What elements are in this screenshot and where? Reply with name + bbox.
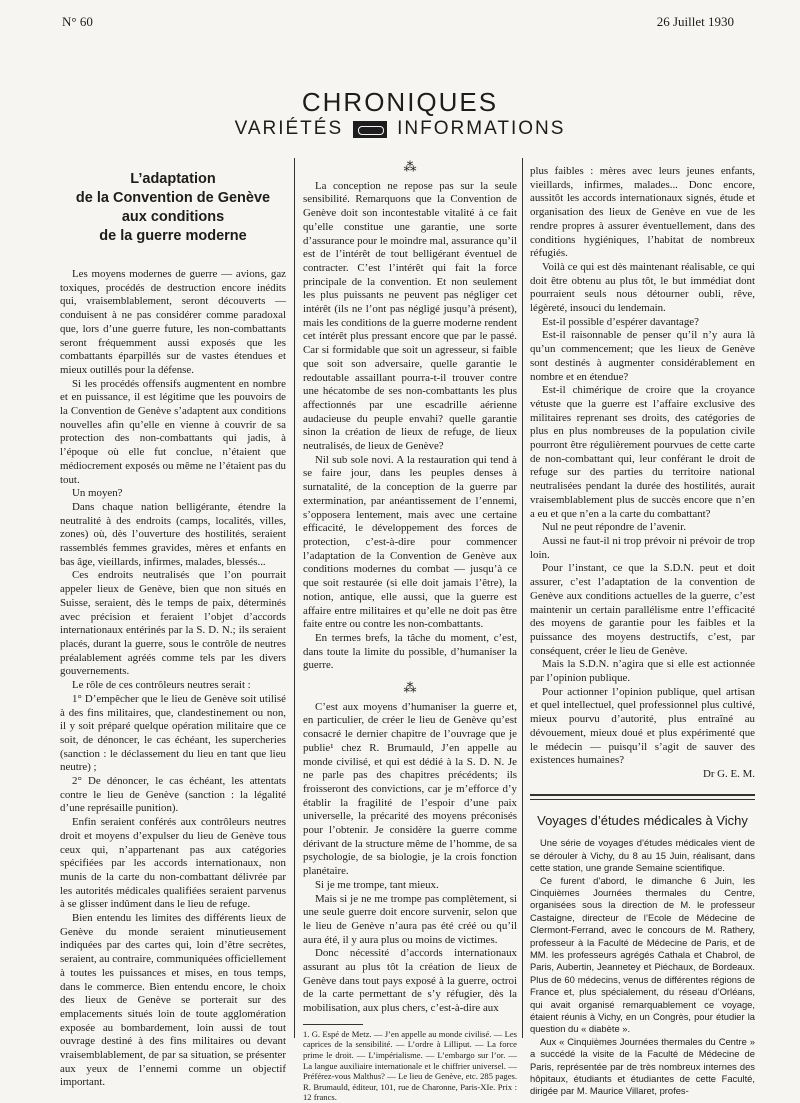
paragraph: La conception ne repose pas sur la seule sensibilité. Remarquons que la Convention de Genève doit son incontestable vitalité à ce fait qu’elle constitue une garantie, une sorte d’assurance pour le moindre mal, assurance qu’il est de l’intérêt de tout belligérant éventuel de contracter. C’est l’intérêt qui fait la force principale de la convention. Et non seulement les plus puissants ne peuvent pas négliger cet intérêt (ils ne l’ont pas négligé jusqu’à présent), mais les conditions de la guerre moderne rendent cet intérêt plus pressant encore que par le passé. Car si formidable que soit un agresseur, si faible que soit son adversaire, quelle garantie le redoutable assaillant pourra-t-il trouver contre une hécatombe de ses non-combattants les plus affectionnés par une escadrille aérienne audacieuse du peuple envahi? quelle garantie sinon la création de lieux de refuge, de lieux neutralisés, de lieux de Genève? <box>303 179 517 453</box>
issue-number: N° 60 <box>62 14 93 29</box>
column-divider <box>522 158 523 1038</box>
paragraph: Si les procédés offensifs augmentent en nombre et en puissance, il est légitime que les pouvoirs de la Convention de Genève s’adaptent aux conditions nouvelles afin qu’elle en vienne à couvrir de sa protection des non-combattants qui jadis, à l’époque où elle fut conclue, n’étaient que médiocrement exposés ou même ne l’étaient pas du tout. <box>60 377 286 486</box>
column-divider <box>294 158 295 1038</box>
ornament-icon <box>353 121 387 138</box>
paragraph: Pour l’instant, ce que la S.D.N. peut et doit assurer, c’est l’adaptation de la convention de Genève aux conditions actuelles de la guerre, c’est maintenir un certain parallélisme entre l’efficacité des moyens de garantie pour les faibles et la puissance des moyens destructifs, c’est, par conséquent, créer le lieu de Genève. <box>530 562 755 657</box>
masthead-left-word: VARIÉTÉS <box>234 118 344 139</box>
paragraph: Est-il raisonnable de penser qu’il n’y aura là qu’un commencement; que les lieux de Genève sont destinés à augmenter considérablement en nombre et en étendue? <box>530 329 755 383</box>
paragraph: C’est aux moyens d’humaniser la guerre et, en particulier, de créer le lieu de Genève qu’est consacré le dernier chapitre de l’ouvrage que je publie¹ chez R. Brumauld, J’en appelle au monde civilisé, et qui est dédié à la S. D. N. Je ne parle pas des chapitres précédents; ils froisseront des convictions, car je m’efforce d’y établir la fragilité de l’espoir d’une paix universelle, la précarité des moyens préconisés pour l’obtenir. Je considère la guerre comme dérivant de la structure même de l’homme, de sa psychologie, de sa biologie, je la crois fonction planétaire. <box>303 700 517 878</box>
title-line: L’adaptation <box>130 171 216 187</box>
section-stars: ⁂ <box>403 680 417 696</box>
paragraph: Mais la S.D.N. n’agira que si elle est actionnée par l’opinion publique. <box>530 658 755 685</box>
paragraph: Aussi ne faut-il ni trop prévoir ni prévoir de trop loin. <box>530 534 755 561</box>
paragraph: Dans chaque nation belligérante, étendre la neutralité à des endroits (camps, localités, villes, zones) où, dès l’ouverture des hostilités, seraient rassemblés femmes gravides, mères et enfants en bas âge, vieillards, infirmes, malades, blessés... <box>60 500 286 568</box>
masthead-right-word: INFORMATIONS <box>397 118 566 139</box>
paragraph: Ce furent d’abord, le dimanche 6 Juin, les Cinquièmes Journées thermales du Centre, organisées sous la direction de M. le professeur Castaigne, directeur de l’Ecole de Médecine de Clermont-Ferrand, avec le concours de M. Rathery, professeur à la Faculté de Médecine de Paris, et de MM. les professeurs agrégés Cathala et Chabrol, de Paris, Aubertin, Jeannetey et Piéchaux, de Bordeaux. Plus de 60 médecins, venus de différentes régions de France et, plus spécialement, du réseau d’Orléans, qui avait organisé remarquablement ce voyage, étaient réunis à Vichy, en un Congrès, pour étudier la question du « diabète ». <box>530 874 755 1035</box>
paragraph: Si je me trompe, tant mieux. <box>315 878 439 891</box>
paragraph: Est-il possible d’espérer davantage? <box>542 315 699 328</box>
footnote <box>303 1029 517 1103</box>
paragraph: En termes brefs, la tâche du moment, c’est, dans toute la limite du possible, d’humaniser la guerre. <box>303 631 517 672</box>
section-separator <box>530 794 755 800</box>
paragraph: Pour actionner l’opinion publique, quel artisan et quel intellectuel, quel professionnel plus cultivé, mieux pourvu d’autorité, plus entraîné au dévouement, mieux doué et plus expérimenté que le médecin — puisqu’il s’agit de sauver des existences humaines? <box>530 685 755 767</box>
paragraph: Un moyen? <box>72 487 123 500</box>
paragraph: Nul ne peut répondre de l’avenir. <box>542 521 686 534</box>
masthead <box>0 88 800 140</box>
title-line: de la guerre moderne <box>99 228 247 244</box>
paragraph: Voilà ce qui est dès maintenant réalisable, ce qui doit être obtenu au plus tôt, le but immédiat dont pourraient seuls nous détourner oubli, rêve, légèreté, insouci du lendemain. <box>530 260 755 315</box>
paragraph: 1° D’empêcher que le lieu de Genève soit utilisé à des fins militaires, que, clandestinement ou non, il y soit préparé quelque opération militaire que ce soit, de dénoncer, le cas échéant, les supercheries (sanction : le déclassement du lieu en tant que lieu neutre) ; <box>60 692 286 774</box>
column-3 <box>530 165 755 1098</box>
title-line: aux conditions <box>121 209 225 225</box>
masthead-title: CHRONIQUES <box>301 87 499 117</box>
signature: Dr G. E. M. <box>702 767 755 780</box>
paragraph: 2° De dénoncer, le cas échéant, les attentats contre le lieu de Genève (sanction : la légalité d’une représaille punition). <box>60 775 286 815</box>
paragraph: Les moyens modernes de guerre — avions, gaz toxiques, procédés de destruction encore inédits qui, vraisemblablement, seront découverts — conduisent à ne pas considérer comme paradoxal que, lors d’une guerre future, les non-combattants seront fréquemment aussi exposés que les combattants éparpillés sur de vastes étendues et mieux outillés pour la défense. <box>60 268 286 376</box>
title-line: de la Convention de Genève <box>75 190 271 206</box>
footnote-rule <box>303 1024 363 1025</box>
paragraph: Est-il chimérique de croire que la croyance vétuste que la guerre est l’affaire exclusive des militaires reprenant ses droits, des catégories de plus en plus nombreuses de la population civile pourront être régulièrement pourvues de cette carte de non-combattant qui, leur conférant le droit de refuge sur des parties du territoire national neutralisées pendant la durée des hostilités, aurait vraisemblablement plus de succès encore que n’en a eu et que n’en a la carte du combattant? <box>530 384 755 520</box>
masthead-subtitle <box>0 118 800 140</box>
column-2 <box>303 160 517 1103</box>
paragraph: Enfin seraient conférés aux contrôleurs neutres droit et moyens d’expulser du lieu de Genève tous ceux qui, n’appartenant pas aux catégories spécifiées par les accords internationaux, non munis de la carte du non-combattant délivrée par les autorités médicales qualifiées seraient parvenus à se glisser indûment dans le lieu de refuge. <box>60 816 286 911</box>
issue-date: 26 Juillet 1930 <box>656 14 734 29</box>
paragraph: Ces endroits neutralisés que l’on pourrait appeler lieux de Genève, bien que non situés en Suisse, seraient, dès le temps de paix, déterminés avec précision et feraient l’objet d’accords internationaux entérinés par la S. D. N.; ils seraient placés, durant la guerre, sous le contrôle de neutres préalablement agréés comme tels par les divers gouvernements. <box>60 569 286 678</box>
paragraph: Une série de voyages d’études médicales vient de se dérouler à Vichy, du 8 au 15 Juin, réalisant, dans cette station, une grande Semaine scientifique. <box>530 837 755 874</box>
column-1 <box>60 160 286 1090</box>
paragraph: Mais si je ne me trompe pas complètement, si une seule guerre doit encore survenir, selon que le lieu de Genève n’aura pas été créé ou qu’il aura été, il y aura plus ou moins de victimes. <box>303 892 517 946</box>
article-2-body <box>530 837 755 1098</box>
paragraph: Donc nécessité d’accords internationaux assurant au plus tôt la création de lieux de Genève dans tout pays exposé à la guerre, octroi de la carte permettant de s’y réfugier, dès la mobilisation, aux plus chers, c’est-à-dire aux <box>303 947 517 1015</box>
paragraph: Bien entendu les limites des différents lieux de Genève du monde seraient minutieusement indiquées par des cartes qui, loin d’être secrètes, seraient, au contraire, communiquées officiellement à toutes les puissances et mises, en tous temps, dans le commerce. Bien entendu encore, le choix des lieux de Genève se porterait sur des emplacements situés loin de toute agglomération exposée au bombardement, loin aussi de tout ouvrage destiné à des fins militaires ou devant vraisemblablement, de par sa situation, se présenter aux yeux de l’ennemi comme un objectif important. <box>60 912 286 1089</box>
footnote-text: 1. G. Espé de Metz. — J’en appelle au monde civilisé. — Les caprices de la sensibilité. — L’ordre à Lilliput. — La force prime le droit. — L’impérialisme. — L’embargo sur l’or. — La langue auxiliaire internationale et le chiffrier universel. — Préférez-vous Malthus? — Le lieu de Genève, etc. 285 pages. R. Brumauld, éditeur, 101, rue de Charonne, Paris-XIe. Prix : 12 francs. <box>303 1028 517 1103</box>
paragraph: Nil sub sole novi. A la restauration qui tend à se faire jour, dans les peuples denses à surnatalité, de la conception de la guerre par extermination, par anéantissement de l’ennemi, s’opposera lentement, mais avec une certaine efficacité, le développement des forces de protection, c’est-à-dire pour commencer l’adaptation de la Convention de Genève aux conditions modernes du combat — jusqu’à ce que soit restaurée (si elle doit jamais l’être), la notion, antique, elle aussi, que la guerre est affaire entre militaires et qu’elle ne doit pas être faite entre ou contre les non-combattants. <box>303 453 517 631</box>
article-title <box>60 170 286 246</box>
paragraph: plus faibles : mères avec leurs jeunes enfants, vieillards, infirmes, malades... Donc encore, aussitôt les accords internationaux signés, étude et organisation des lieux de Genève en vue de les rendre propres à assurer éventuellement, dans des conditions hygiéniques, l’habitat de nombreux réfugiés. <box>530 165 755 260</box>
section-stars: ⁂ <box>403 159 417 174</box>
paragraph: Aux « Cinquièmes Journées thermales du Centre » a succédé la visite de la Faculté de Médecine de Paris, représentée par de très nombreux internes des hôpitaux, étudiants et étudiantes de cette Faculté, dirigée par M. Maurice Villaret, profes- <box>530 1035 755 1097</box>
article-2-title: Voyages d’études médicales à Vichy <box>537 812 748 828</box>
paragraph: Le rôle de ces contrôleurs neutres serait : <box>72 679 251 692</box>
